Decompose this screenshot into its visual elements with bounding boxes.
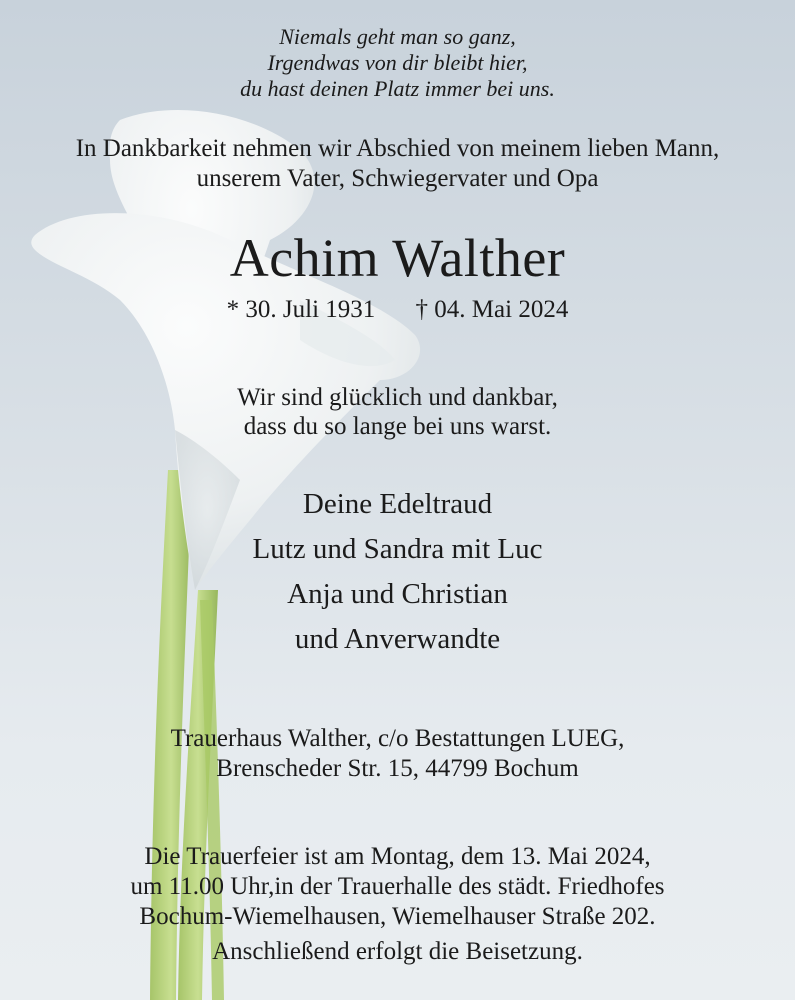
mourning-address bbox=[0, 724, 795, 784]
family-signatures bbox=[0, 482, 795, 662]
family-line: Lutz und Sandra mit Luc bbox=[252, 533, 543, 565]
address-line: Brenscheder Str. 15, 44799 Bochum bbox=[216, 755, 579, 782]
life-dates bbox=[0, 295, 795, 325]
poem-line: du hast deinen Platz immer bei uns. bbox=[240, 76, 555, 101]
intro-line: unserem Vater, Schwiegervater und Opa bbox=[196, 165, 599, 192]
death-date: † 04. Mai 2024 bbox=[415, 296, 569, 323]
intro-text bbox=[0, 134, 795, 194]
gratitude-line: Wir sind glücklich und dankbar, bbox=[237, 384, 558, 411]
family-line: und Anverwandte bbox=[294, 623, 501, 655]
poem-line: Irgendwas von dir bleibt hier, bbox=[267, 50, 528, 75]
funeral-line: Die Trauerfeier ist am Montag, dem 13. Mai 2024, bbox=[144, 843, 651, 870]
funeral-line: Bochum-Wiemelhausen, Wiemelhauser Straße 202. bbox=[139, 903, 656, 930]
address-line: Trauerhaus Walther, c/o Bestattungen LUEG, bbox=[170, 725, 625, 752]
gratitude-line: dass du so lange bei uns warst. bbox=[243, 413, 552, 440]
gratitude-text bbox=[0, 383, 795, 441]
family-line: Deine Edeltraud bbox=[302, 488, 493, 520]
intro-line: In Dankbarkeit nehmen wir Abschied von meinem lieben Mann, bbox=[75, 135, 720, 162]
birth-date: * 30. Juli 1931 bbox=[226, 296, 376, 323]
funeral-line: Anschließend erfolgt die Beisetzung. bbox=[212, 938, 583, 965]
poem-verse bbox=[0, 24, 795, 102]
family-line: Anja und Christian bbox=[287, 578, 508, 610]
funeral-details bbox=[0, 842, 795, 967]
funeral-line: um 11.00 Uhr,in der Trauerhalle des städt. Friedhofes bbox=[130, 873, 665, 900]
deceased-name: Achim Walther bbox=[229, 228, 566, 288]
poem-line: Niemals geht man so ganz, bbox=[279, 24, 516, 49]
